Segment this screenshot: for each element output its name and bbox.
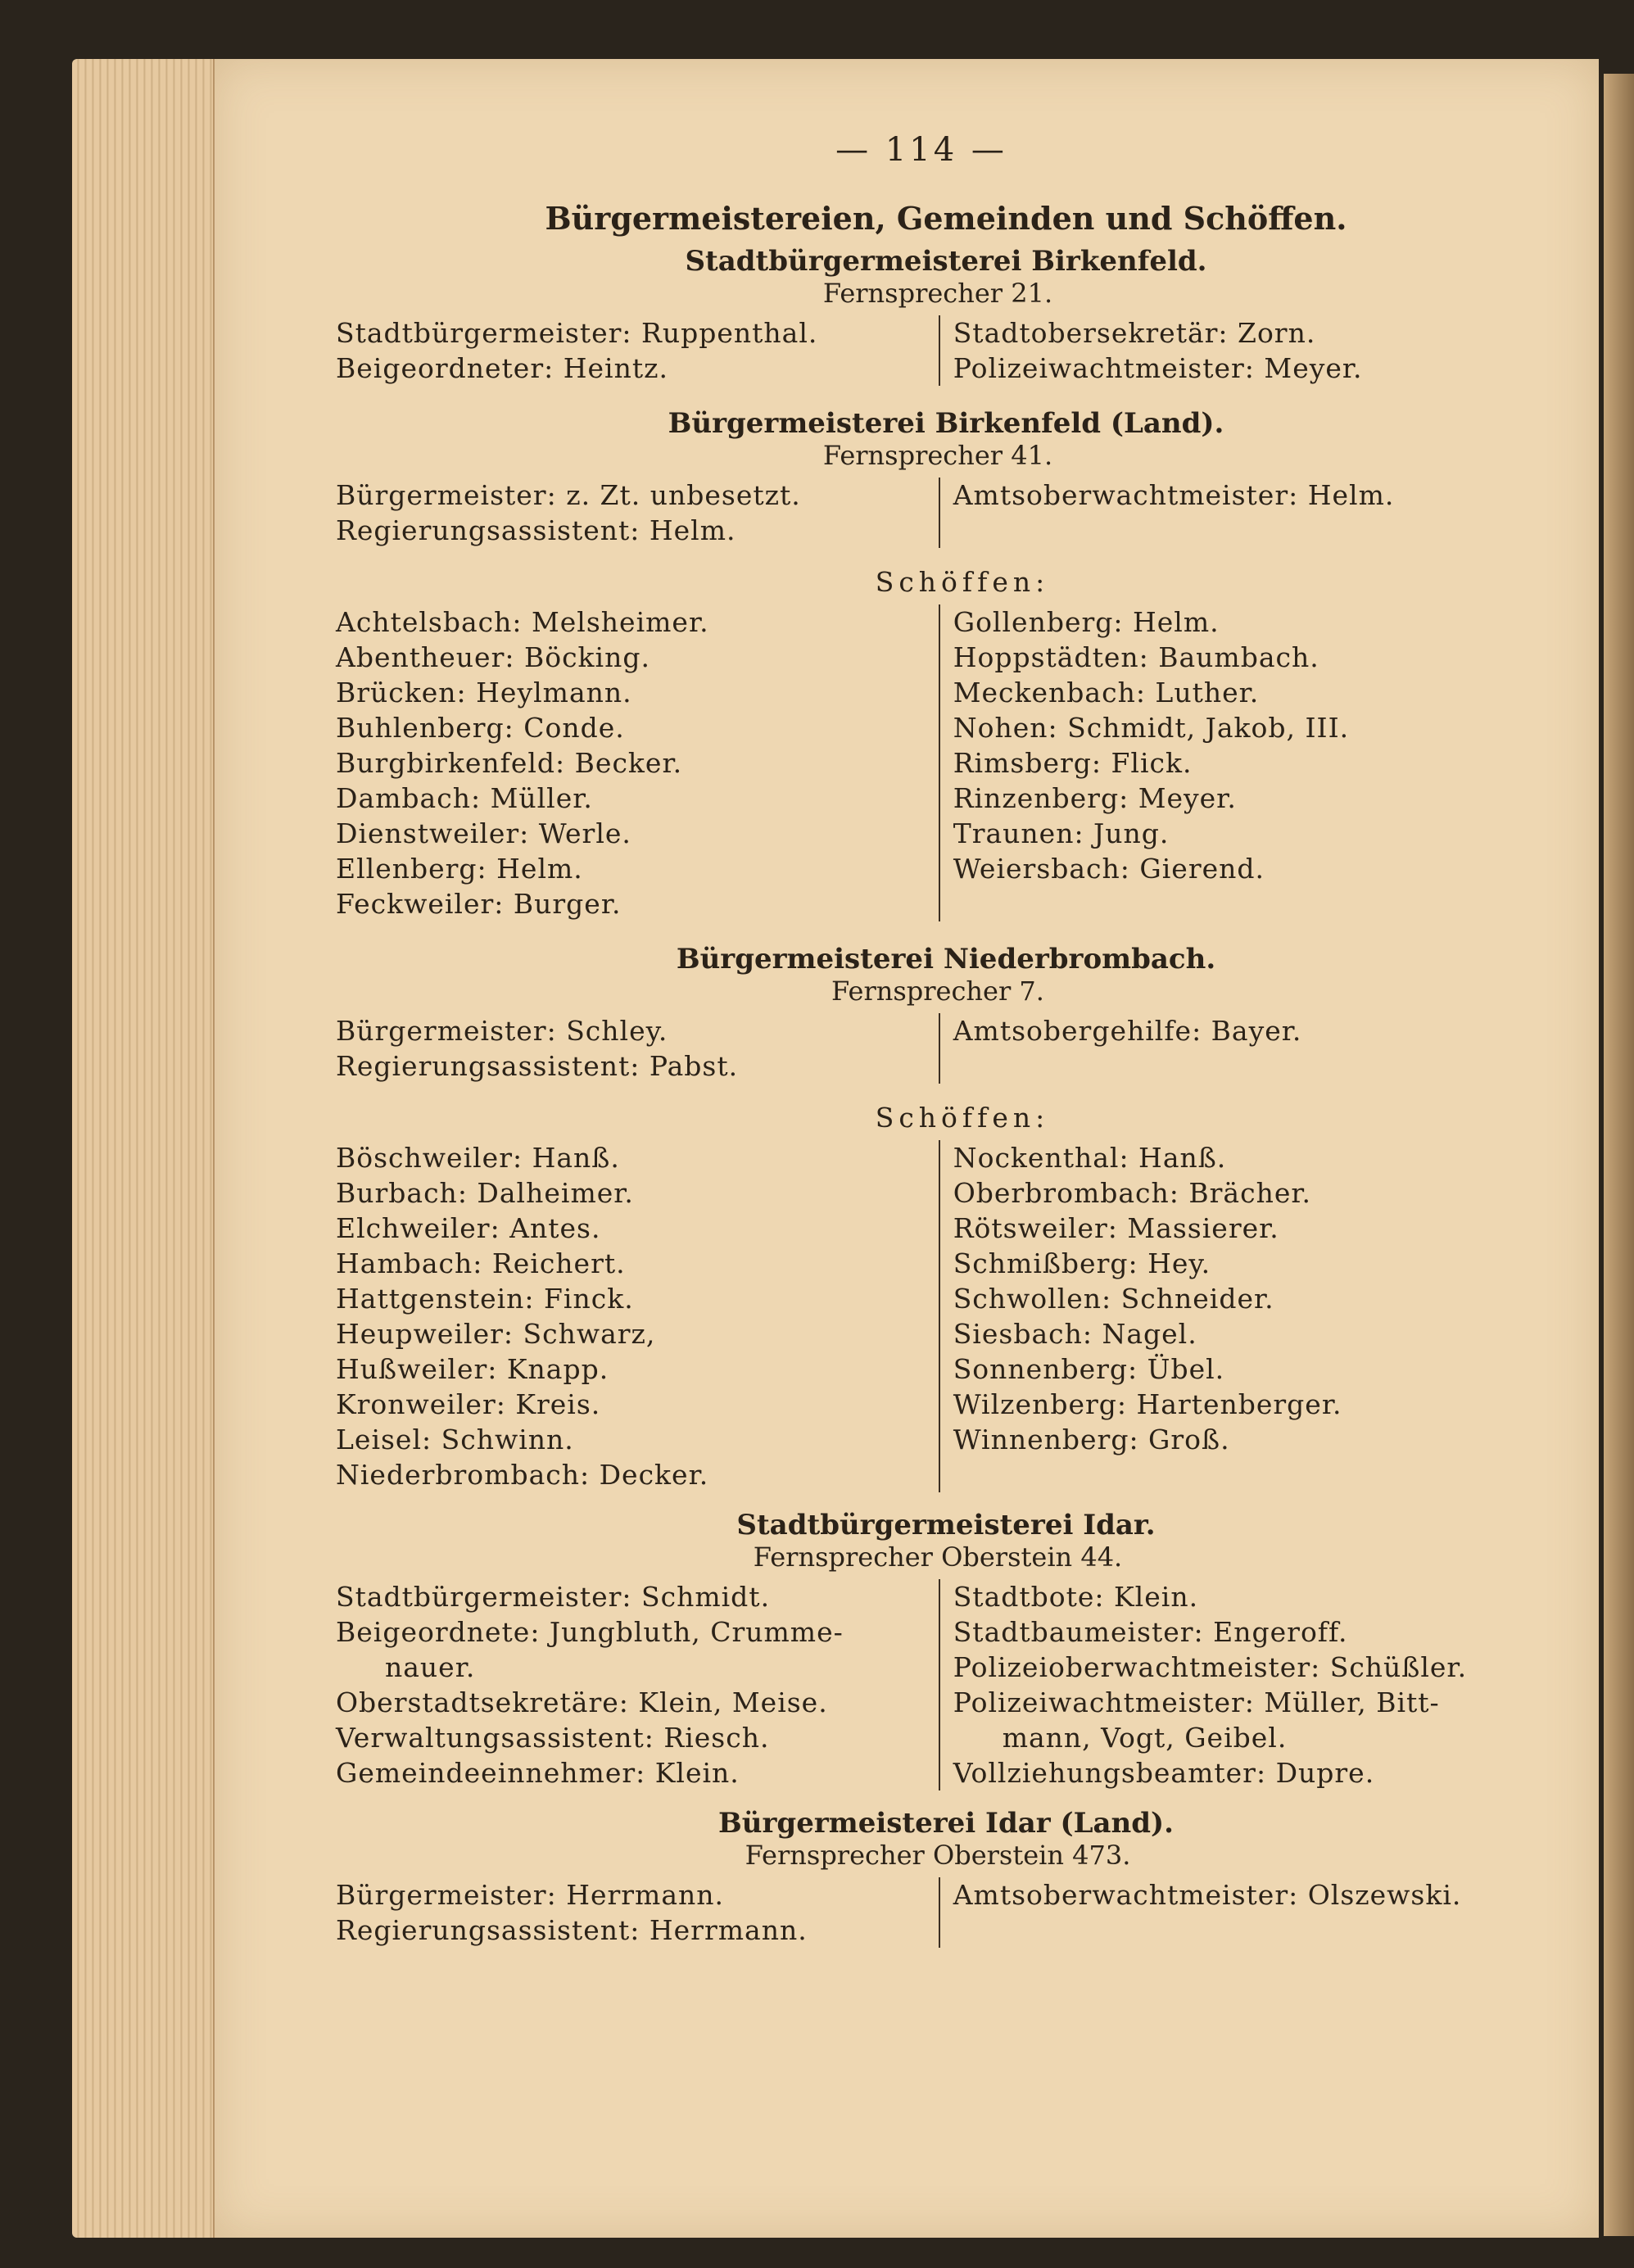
official-line: Amtsoberwachtmeister: Olszewski. bbox=[953, 1879, 1462, 1911]
official-line: Bürgermeister: z. Zt. unbesetzt. bbox=[336, 479, 801, 511]
schoeffe-line: Niederbrombach: Decker. bbox=[336, 1459, 709, 1491]
spacer-line bbox=[953, 886, 1474, 921]
page-content bbox=[336, 131, 1474, 1948]
section-title: Stadtbürgermeisterei Idar. bbox=[736, 1509, 1156, 1541]
schoeffe-line: Weiersbach: Gierend. bbox=[953, 853, 1265, 885]
official-line: Polizeiwachtmeister: Müller, Bitt- bbox=[953, 1686, 1440, 1718]
schoeffe-line: Kronweiler: Kreis. bbox=[336, 1388, 601, 1420]
officials-block bbox=[336, 1013, 1474, 1084]
schoeffe-line: Hußweiler: Knapp. bbox=[336, 1353, 609, 1385]
schoeffe-line: Traunen: Jung. bbox=[953, 817, 1170, 849]
official-line: Stadtbürgermeister: Ruppenthal. bbox=[336, 317, 818, 349]
official-line-continued: nauer. bbox=[385, 1651, 476, 1683]
official-line: Stadtbürgermeister: Schmidt. bbox=[336, 1581, 771, 1613]
schoeffe-line: Achtelsbach: Melsheimer. bbox=[336, 606, 709, 638]
official-line: Oberstadtsekretäre: Klein, Meise. bbox=[336, 1686, 828, 1718]
schoeffe-line: Heupweiler: Schwarz, bbox=[336, 1318, 656, 1350]
section-phone: Fernsprecher 41. bbox=[822, 440, 1053, 471]
schoeffen-right bbox=[939, 1140, 1474, 1492]
schoeffen-block bbox=[336, 604, 1474, 921]
officials-block bbox=[336, 1579, 1474, 1790]
schoeffe-line: Dienstweiler: Werle. bbox=[336, 817, 631, 849]
schoeffe-line: Sonnenberg: Übel. bbox=[953, 1353, 1225, 1385]
official-line: Vollziehungsbeamter: Dupre. bbox=[953, 1757, 1375, 1789]
schoeffe-line: Rimsberg: Flick. bbox=[953, 747, 1193, 779]
section-phone: Fernsprecher 7. bbox=[831, 976, 1044, 1007]
official-line: Gemeindeeinnehmer: Klein. bbox=[336, 1757, 740, 1789]
officials-block bbox=[336, 315, 1474, 386]
official-line: Stadtbaumeister: Engeroff. bbox=[953, 1616, 1348, 1648]
schoeffen-block bbox=[336, 1140, 1474, 1492]
official-line: Stadtbote: Klein. bbox=[953, 1581, 1199, 1613]
section-birkenfeld-stadt bbox=[336, 245, 1474, 386]
schoeffe-line: Feckweiler: Burger. bbox=[336, 888, 622, 920]
officials-left bbox=[336, 478, 939, 548]
section-title: Bürgermeisterei Birkenfeld (Land). bbox=[668, 407, 1224, 440]
officials-left bbox=[336, 1579, 939, 1790]
schoeffe-line: Hattgenstein: Finck. bbox=[336, 1283, 634, 1315]
schoeffe-line: Hoppstädten: Baumbach. bbox=[953, 641, 1319, 673]
official-line: Bürgermeister: Herrmann. bbox=[336, 1879, 725, 1911]
schoeffen-left bbox=[336, 1140, 939, 1492]
officials-left bbox=[336, 315, 939, 386]
official-line: Amtsobergehilfe: Bayer. bbox=[953, 1015, 1302, 1047]
schoeffe-line: Nohen: Schmidt, Jakob, III. bbox=[953, 712, 1350, 744]
schoeffen-label: Schöffen: bbox=[875, 566, 1050, 598]
officials-right bbox=[939, 1013, 1474, 1084]
official-line-continued: mann, Vogt, Geibel. bbox=[1002, 1722, 1288, 1754]
official-line: Bürgermeister: Schley. bbox=[336, 1015, 668, 1047]
section-title: Stadtbürgermeisterei Birkenfeld. bbox=[685, 245, 1207, 278]
section-phone: Fernsprecher Oberstein 44. bbox=[753, 1541, 1123, 1573]
page-number: — 114 — bbox=[835, 131, 1007, 169]
schoeffe-line: Ellenberg: Helm. bbox=[336, 853, 583, 885]
spacer-line bbox=[953, 1913, 1474, 1948]
schoeffe-line: Rinzenberg: Meyer. bbox=[953, 782, 1237, 814]
schoeffen-left bbox=[336, 604, 939, 921]
page-title: Bürgermeistereien, Gemeinden und Schöffen. bbox=[545, 200, 1347, 237]
official-line: Verwaltungsassistent: Riesch. bbox=[336, 1722, 770, 1754]
spacer-line bbox=[953, 513, 1474, 548]
official-line: Stadtobersekretär: Zorn. bbox=[953, 317, 1316, 349]
schoeffe-line: Gollenberg: Helm. bbox=[953, 606, 1220, 638]
official-line: Beigeordnete: Jungbluth, Crumme- bbox=[336, 1616, 844, 1648]
section-birkenfeld-land bbox=[336, 407, 1474, 921]
schoeffe-line: Meckenbach: Luther. bbox=[953, 677, 1260, 708]
official-line: Regierungsassistent: Helm. bbox=[336, 514, 736, 546]
schoeffe-line: Rötsweiler: Massierer. bbox=[953, 1212, 1279, 1244]
officials-right bbox=[939, 1877, 1474, 1948]
section-idar-stadt bbox=[336, 1509, 1474, 1790]
schoeffe-line: Elchweiler: Antes. bbox=[336, 1212, 601, 1244]
officials-right bbox=[939, 478, 1474, 548]
schoeffe-line: Böschweiler: Hanß. bbox=[336, 1142, 620, 1174]
officials-right bbox=[939, 315, 1474, 386]
schoeffe-line: Brücken: Heylmann. bbox=[336, 677, 632, 708]
schoeffe-line: Abentheuer: Böcking. bbox=[336, 641, 650, 673]
officials-block bbox=[336, 1877, 1474, 1948]
official-line: Polizeioberwachtmeister: Schüßler. bbox=[953, 1651, 1468, 1683]
book-gutter bbox=[1604, 74, 1634, 2236]
section-phone: Fernsprecher Oberstein 473. bbox=[745, 1840, 1131, 1871]
schoeffe-line: Winnenberg: Groß. bbox=[953, 1424, 1230, 1455]
schoeffe-line: Burbach: Dalheimer. bbox=[336, 1177, 634, 1209]
schoeffe-line: Hambach: Reichert. bbox=[336, 1247, 626, 1279]
schoeffe-line: Wilzenberg: Hartenberger. bbox=[953, 1388, 1342, 1420]
schoeffe-line: Leisel: Schwinn. bbox=[336, 1424, 574, 1455]
schoeffe-line: Nockenthal: Hanß. bbox=[953, 1142, 1227, 1174]
official-line: Beigeordneter: Heintz. bbox=[336, 352, 668, 384]
officials-block bbox=[336, 478, 1474, 548]
official-line: Polizeiwachtmeister: Meyer. bbox=[953, 352, 1363, 384]
schoeffen-label: Schöffen: bbox=[875, 1102, 1050, 1134]
schoeffe-line: Siesbach: Nagel. bbox=[953, 1318, 1197, 1350]
section-title: Bürgermeisterei Niederbrombach. bbox=[676, 943, 1216, 976]
official-line: Regierungsassistent: Herrmann. bbox=[336, 1914, 808, 1946]
schoeffe-line: Burgbirkenfeld: Becker. bbox=[336, 747, 683, 779]
schoeffe-line: Schwollen: Schneider. bbox=[953, 1283, 1274, 1315]
section-niederbrombach bbox=[336, 943, 1474, 1492]
officials-right bbox=[939, 1579, 1474, 1790]
section-title: Bürgermeisterei Idar (Land). bbox=[718, 1807, 1174, 1840]
official-line: Amtsoberwachtmeister: Helm. bbox=[953, 479, 1395, 511]
schoeffe-line: Dambach: Müller. bbox=[336, 782, 593, 814]
official-line: Regierungsassistent: Pabst. bbox=[336, 1050, 739, 1082]
officials-left bbox=[336, 1013, 939, 1084]
schoeffe-line: Oberbrombach: Brächer. bbox=[953, 1177, 1311, 1209]
schoeffen-right bbox=[939, 604, 1474, 921]
spacer-line bbox=[953, 1048, 1474, 1084]
section-idar-land bbox=[336, 1807, 1474, 1948]
schoeffe-line: Schmißberg: Hey. bbox=[953, 1247, 1211, 1279]
section-phone: Fernsprecher 21. bbox=[822, 278, 1053, 309]
officials-left bbox=[336, 1877, 939, 1948]
schoeffe-line: Buhlenberg: Conde. bbox=[336, 712, 625, 744]
